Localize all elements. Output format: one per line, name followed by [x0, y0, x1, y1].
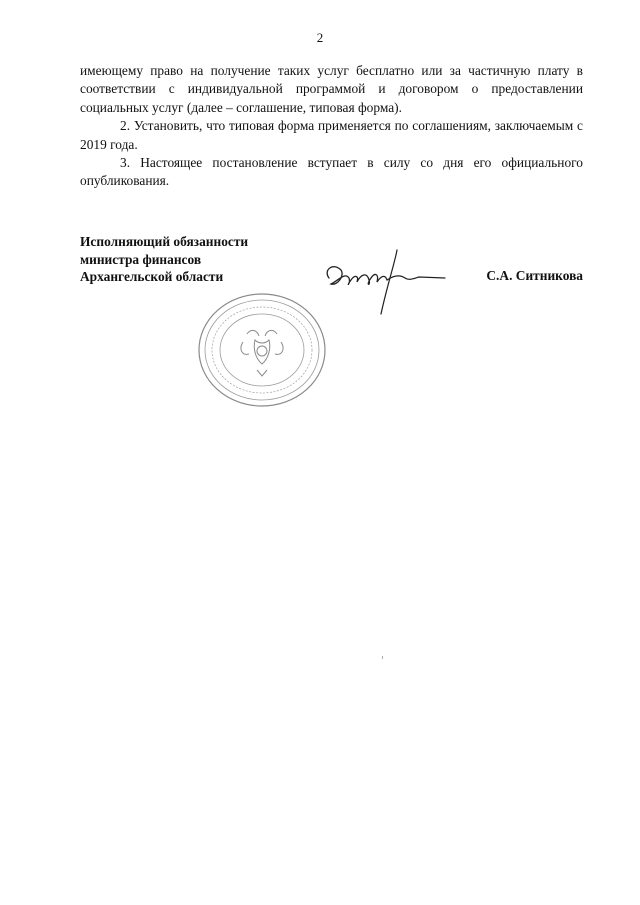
- paragraph-continuation: имеющему право на получение таких услуг бесплатно или за частичную плату в соответствии с индивидуальной программой и договором о предоставлении социальных услуг (далее – соглашение, типовая форма).: [80, 63, 583, 115]
- signatory-name: С.А. Ситникова: [486, 268, 583, 283]
- paragraph-item-2: 2. Установить, что типовая форма применяется по соглашениям, заключаемым с 2019 года.: [80, 118, 583, 152]
- handwritten-signature: [315, 240, 450, 320]
- signatory-title-line: министра финансов: [80, 251, 202, 267]
- page-number: 2: [316, 30, 324, 45]
- official-seal: [195, 290, 330, 410]
- signatory-title-line: Архангельской области: [80, 269, 224, 284]
- signatory-title-line: Исполняющий обязанности: [80, 234, 249, 249]
- paragraph-item-3: 3. Настоящее постановление вступает в силу со дня его официального опубликования.: [80, 155, 583, 189]
- signatory-title: [80, 233, 320, 286]
- document-body: [80, 62, 583, 191]
- scan-speck: [382, 656, 383, 659]
